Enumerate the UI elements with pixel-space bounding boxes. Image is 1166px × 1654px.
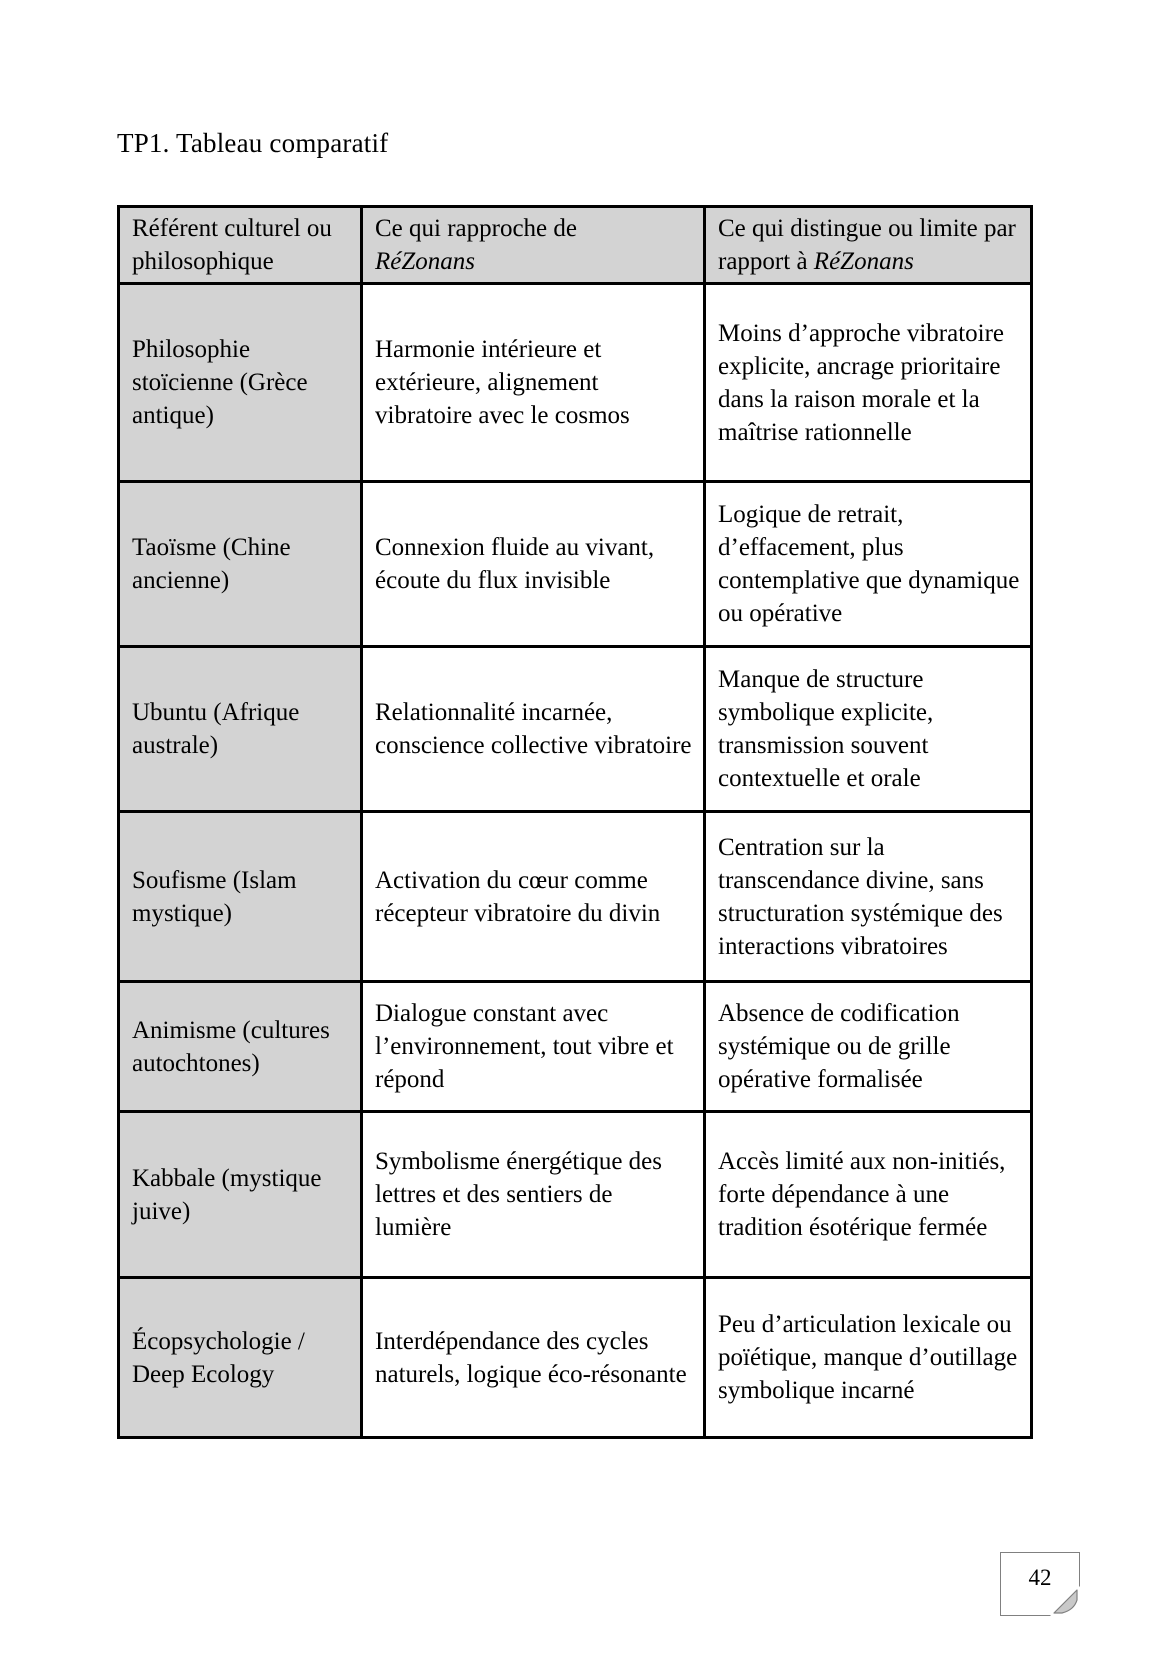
page-title: TP1. Tableau comparatif (117, 128, 389, 158)
page-number-badge (1000, 1552, 1080, 1616)
cell-referent: Écopsychologie / Deep Ecology (119, 1278, 362, 1438)
table-row (119, 812, 1032, 982)
header-distingue-label: Ce qui distingue ou limite par rapport à (718, 215, 1016, 275)
brand-rezonans: RéZonans (813, 248, 914, 275)
table-row (119, 284, 1032, 482)
cell-rapproche: Harmonie intérieure et extérieure, alignement vibratoire avec le cosmos (362, 284, 705, 482)
cell-rapproche: Connexion fluide au vivant, écoute du flux invisible (362, 482, 705, 647)
cell-distingue: Manque de structure symbolique explicite, transmission souvent contextuelle et orale (705, 647, 1032, 812)
page-number: 42 (1028, 1565, 1052, 1590)
cell-referent: Ubuntu (Afrique australe) (119, 647, 362, 812)
table-row (119, 1278, 1032, 1438)
cell-rapproche: Dialogue constant avec l’environnement, tout vibre et répond (362, 982, 705, 1112)
table-row (119, 647, 1032, 812)
cell-rapproche: Relationnalité incarnée, conscience collective vibratoire (362, 647, 705, 812)
cell-distingue: Peu d’articulation lexicale ou poïétique, manque d’outillage symbolique incarné (705, 1278, 1032, 1438)
header-ce-qui-distingue (705, 207, 1032, 284)
cell-distingue: Centration sur la transcendance divine, sans structuration systémique des interactions vibratoires (705, 812, 1032, 982)
cell-rapproche: Interdépendance des cycles naturels, logique éco-résonante (362, 1278, 705, 1438)
cell-referent: Philosophie stoïcienne (Grèce antique) (119, 284, 362, 482)
header-referent-label: Référent culturel ou philosophique (132, 215, 332, 275)
header-ce-qui-rapproche (362, 207, 705, 284)
header-rapproche-label: Ce qui rapproche de (375, 215, 578, 242)
table-row (119, 982, 1032, 1112)
cell-distingue: Absence de codification systémique ou de grille opérative formalisée (705, 982, 1032, 1112)
page-curl-icon (1050, 1586, 1080, 1616)
cell-distingue: Logique de retrait, d’effacement, plus contemplative que dynamique ou opérative (705, 482, 1032, 647)
cell-distingue: Accès limité aux non-initiés, forte dépendance à une tradition ésotérique fermée (705, 1112, 1032, 1278)
table-row (119, 1112, 1032, 1278)
cell-rapproche: Symbolisme énergétique des lettres et des sentiers de lumière (362, 1112, 705, 1278)
table-row (119, 482, 1032, 647)
cell-referent: Taoïsme (Chine ancienne) (119, 482, 362, 647)
cell-referent: Soufisme (Islam mystique) (119, 812, 362, 982)
cell-rapproche: Activation du cœur comme récepteur vibratoire du divin (362, 812, 705, 982)
cell-referent: Kabbale (mystique juive) (119, 1112, 362, 1278)
cell-referent: Animisme (cultures autochtones) (119, 982, 362, 1112)
brand-rezonans: RéZonans (375, 248, 475, 275)
cell-distingue: Moins d’approche vibratoire explicite, ancrage prioritaire dans la raison morale et la maîtrise rationnelle (705, 284, 1032, 482)
header-row (119, 207, 1032, 284)
header-referent-culturel (119, 207, 362, 284)
comparison-table (117, 205, 1033, 1439)
